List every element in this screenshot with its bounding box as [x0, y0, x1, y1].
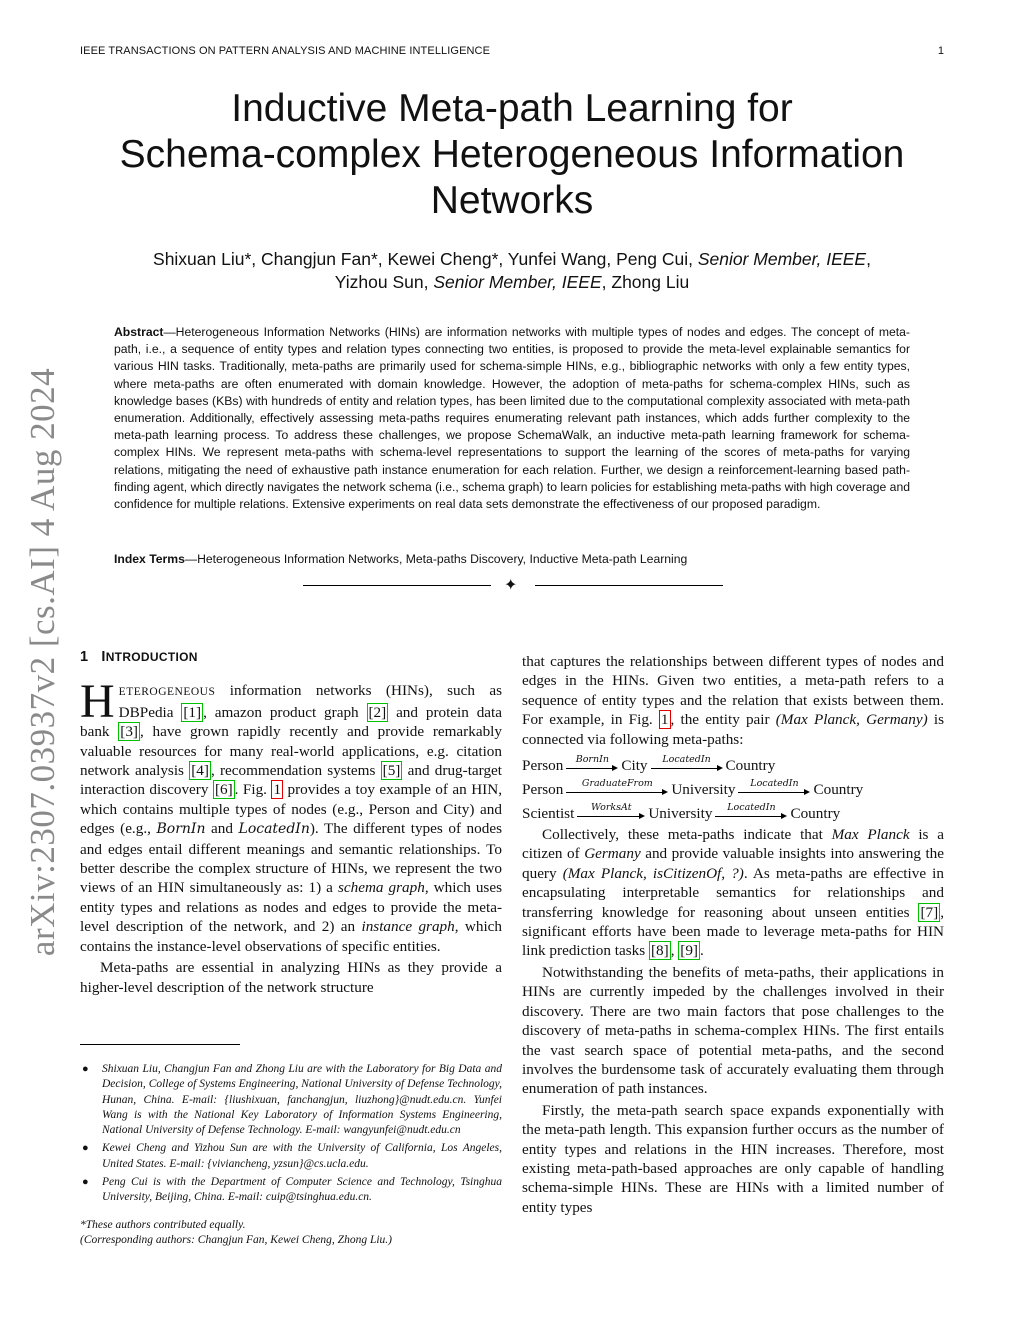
abstract-text: —Heterogeneous Information Networks (HINs) are information networks with multiple types of nodes and edges. The concept of meta-path, i.e., a sequence of entity types and relation types connecting two entities, is proposed to provide the meta-level explainable semantics for various HIN tasks. Traditionally, meta-paths are primarily used for schema-simple HINs, e.g., bibliographic networks with only a few entity types, where meta-paths are often enumerated with domain knowledge. However, the adoption of meta-paths for schema-complex HINs, such as knowledge bases (KBs) with hundreds of entity and relation types, has been limited due to the computational complexity associated with meta-path enumeration. Additionally, effectively assessing meta-paths requires enumerating relevant path instances, which adds further complexity to the meta-path learning process. To address these challenges, we propose SchemaWalk, an inductive meta-path learning framework for schema-complex HINs. We represent meta-paths with schema-level representations to support the learning of the scores of meta-paths for varying relations, mitigating the need of exhaustive path instance enumeration for each relation. Further, we design a reinforcement-learning based path-finding agent, which directly navigates the network schema (i.e., schema graph) to learn policies for establishing meta-paths with high coverage and confidence for multiple relations. Extensive experiments on real data sets demonstrate the effectiveness of our proposed paradigm.: [114, 325, 911, 512]
metapath-node: Person: [522, 756, 564, 774]
arrow-icon: [566, 789, 668, 795]
emph-term: instance graph: [361, 918, 455, 936]
footnote-item: [80, 1175, 502, 1206]
text-run: and provide valuable insights into answering the query: [522, 845, 944, 882]
metapath-node: Scientist: [522, 804, 575, 822]
abstract: [114, 324, 910, 513]
footnote-item: [80, 1062, 502, 1138]
authors-line2: Yizhou Sun,: [334, 272, 429, 292]
text-run: , recommendation systems: [210, 762, 381, 780]
text-run: and drug-target interaction discovery: [80, 762, 503, 799]
text-run: ,: [670, 942, 679, 960]
footnote-note: (Corresponding authors: Changjun Fan, Kewei Cheng, Zhong Liu.): [80, 1233, 392, 1246]
text-run: . As meta-paths are effective in encapsulating interpretable semantics for relationships and transferring knowledge for reasoning about unseen entities: [522, 864, 944, 921]
metapath-arrow: [715, 803, 787, 819]
running-head: IEEE TRANSACTIONS ON PATTERN ANALYSIS AND MACHINE INTELLIGENCE: [80, 45, 491, 57]
relation-label: LocatedIn: [727, 802, 776, 814]
text-run: , significant efforts have been made to leverage meta-paths for HIN link prediction tasks: [522, 903, 944, 960]
text-run: , which uses entity types and relations as nodes and edges to provide the meta-level description of the network, and 2) an: [80, 879, 502, 936]
authors-line2-end: , Zhong Liu: [601, 272, 690, 292]
text-run: . Fig.: [234, 781, 272, 799]
text-run: Collectively, these meta-paths indicate that: [542, 826, 832, 844]
footnote-text: Kewei Cheng and Yizhou Sun are with the University of California, Los Angeles, United States. E-mail: {viviancheng, yzsun}@cs.ucla.edu.: [102, 1142, 502, 1170]
footnote-note: *These authors contributed equally.: [80, 1218, 246, 1231]
paper-title: [80, 86, 944, 224]
arrow-icon: [738, 789, 810, 795]
section-divider: [303, 578, 723, 592]
relation-label: GraduateFrom: [581, 778, 653, 790]
intro-paragraph-2: Meta-paths are essential in analyzing HINs as they provide a higher-level description of the network structure: [80, 959, 502, 996]
author-sep: ,: [866, 249, 871, 269]
arxiv-stamp: [18, 365, 68, 960]
metapath-row: [522, 799, 944, 823]
citation-link[interactable]: [1]: [183, 703, 202, 721]
section-title-initial: I: [101, 649, 106, 665]
section-title-rest: NTRODUCTION: [105, 650, 198, 664]
metapath-row: [522, 775, 944, 799]
right-paragraph-3: Notwithstanding the benefits of meta-paths, their applications in HINs are currently impeded by the challenges involved in their discovery. There are two main factors that pose challenges to the discovery of meta-paths in schema-complex HINs. The first entails the vast search space of potential meta-paths, and the second involves the burdensome task of accurately evaluating them through enumeration of path instances.: [522, 963, 944, 1098]
emph-term: Germany: [584, 845, 641, 863]
bullet-icon: ●: [82, 1142, 89, 1155]
author-role: Senior Member, IEEE: [697, 249, 867, 269]
metapath-node: Country: [813, 780, 864, 798]
citation-link[interactable]: [2]: [368, 703, 387, 721]
bullet-icon: ●: [82, 1063, 89, 1075]
citation-link[interactable]: [9]: [680, 942, 698, 960]
title-line: Schema-complex Heterogeneous Information: [119, 133, 905, 176]
footnotes: [80, 1062, 502, 1248]
relation-label: WorksAt: [591, 802, 632, 814]
author-role: Senior Member, IEEE: [433, 272, 602, 292]
math-term: LocatedIn: [238, 821, 310, 838]
index-terms-label: Index Terms: [114, 552, 185, 566]
metapath-arrow: [566, 755, 618, 771]
emph-term: Max Planck: [831, 826, 910, 844]
footnote-text: Shixuan Liu, Changjun Fan and Zhong Liu are with the Laboratory for Big Data and Decision, College of Systems Engineering, National University of Defense Technology, Hunan, China. E-mail: {liushixuan, fanchangjun, liuzhong}@nudt.edu.cn. Yunfei Wang is with the National Key Laboratory of Information Systems Engineering, National University of Defense Technology. E-mail: wangyunfei@nudt.edu.cn: [102, 1063, 502, 1137]
index-terms-text: —Heterogeneous Information Networks, Meta-paths Discovery, Inductive Meta-path Learning: [184, 552, 688, 566]
text-run: that captures the relationships between different types of nodes and edges in the HINs. Given two entities, a meta-path refers to a sequence of entity types and the relation that exists between them. For example, in Fig.: [522, 653, 944, 729]
arrow-icon: [566, 765, 618, 771]
text-run: .: [700, 942, 704, 960]
emph-term: (Max Planck, isCitizenOf, ?): [562, 864, 744, 882]
citation-link[interactable]: [3]: [120, 723, 138, 741]
citation-link[interactable]: [6]: [214, 781, 233, 799]
abstract-label: Abstract: [114, 325, 164, 339]
footnote-text: Peng Cui is with the Department of Computer Science and Technology, Tsinghua University, Beijing, China. E-mail: cuip@tsinghua.edu.cn.: [102, 1176, 502, 1204]
divider-line: [303, 585, 491, 586]
text-run: is a citizen of: [522, 826, 944, 863]
bullet-icon: ●: [82, 1176, 89, 1189]
relation-label: LocatedIn: [750, 778, 799, 790]
text-run: ). The different types of nodes and edges entail different meanings and semantic relationships. To better describe the complex structure of HINs, we represent the two views of an HIN simultaneously as: 1) a: [80, 820, 502, 897]
metapath-node: University: [648, 804, 713, 822]
arrow-icon: [577, 813, 645, 819]
citation-link[interactable]: [8]: [650, 942, 669, 960]
divider-line: [535, 585, 723, 586]
right-column: [522, 652, 944, 1217]
citation-link[interactable]: [5]: [382, 762, 401, 780]
drop-cap: H: [80, 675, 115, 729]
citation-link[interactable]: [4]: [191, 762, 209, 780]
footnote-rule: [80, 1044, 240, 1045]
smallcaps-word: ETEROGENEOUS: [118, 686, 216, 699]
right-paragraph-1: [522, 652, 944, 749]
metapath-row: [522, 751, 944, 775]
intro-paragraph-1: [80, 675, 503, 956]
text-run: information networks (HINs), such as DBPedia: [118, 682, 502, 721]
metapath-arrow: [738, 779, 810, 795]
citation-link[interactable]: [7]: [920, 903, 939, 921]
metapath-node: Country: [790, 804, 841, 822]
metapath-node: City: [621, 756, 648, 774]
index-terms: [114, 551, 910, 568]
emph-term: (Max Planck, Germany): [775, 711, 928, 729]
section-number: 1: [80, 649, 89, 665]
section-heading: [80, 648, 502, 667]
math-term: BornIn: [156, 821, 206, 838]
title-line: Networks: [430, 179, 594, 222]
title-line: Inductive Meta-path Learning for: [231, 87, 793, 130]
text-run: , have grown rapidly recently and provide remarkably valuable resources for many real-world applications, e.g. citation network analysis: [80, 723, 502, 780]
arrow-icon: [651, 765, 723, 771]
text-run: and protein data bank: [80, 703, 503, 741]
metapath-arrow: [577, 803, 645, 819]
metapath-arrow: [651, 755, 723, 771]
text-run: and: [205, 820, 239, 838]
emph-term: schema graph: [337, 879, 425, 897]
author-list: [80, 248, 944, 294]
relation-label: BornIn: [575, 754, 609, 766]
metapath-list: [522, 751, 944, 823]
text-run: , the entity pair: [670, 711, 776, 729]
metapath-node: Person: [522, 780, 564, 798]
text-run: provides a toy example of an HIN, which contains multiple types of nodes (e.g., Person and City) and edges (e.g.,: [80, 781, 503, 838]
metapath-node: Country: [725, 756, 776, 774]
left-column: [80, 648, 502, 997]
figure-link[interactable]: 1: [660, 711, 669, 729]
footnote-item: [80, 1141, 502, 1172]
right-paragraph-2: [522, 825, 944, 961]
divider-star-icon: ✦: [504, 577, 518, 594]
metapath-arrow: [566, 779, 668, 795]
arrow-icon: [715, 813, 787, 819]
authors-line1: Shixuan Liu*, Changjun Fan*, Kewei Cheng*, Yunfei Wang, Peng Cui,: [153, 249, 693, 269]
page-number: 1: [937, 45, 944, 57]
text-run: , amazon product graph: [203, 703, 367, 721]
metapath-node: University: [671, 780, 736, 798]
figure-link[interactable]: 1: [273, 781, 282, 799]
relation-label: LocatedIn: [662, 754, 711, 766]
right-paragraph-4: Firstly, the meta-path search space expands exponentially with the meta-path length. This expansion further occurs as the number of entity types and relations in the HIN increases. Therefore, most existing meta-path-based approaches are only capable of handling schema-simple HINs. These are HINs with a limited number of entity types: [522, 1101, 944, 1216]
text-run: , which contains the instance-level observations of specific entities.: [80, 918, 502, 955]
text-run: is connected via following meta-paths:: [522, 711, 944, 748]
arxiv-stamp-text: arXiv:2307.03937v2 [cs.AI] 4 Aug 2024: [23, 367, 62, 957]
